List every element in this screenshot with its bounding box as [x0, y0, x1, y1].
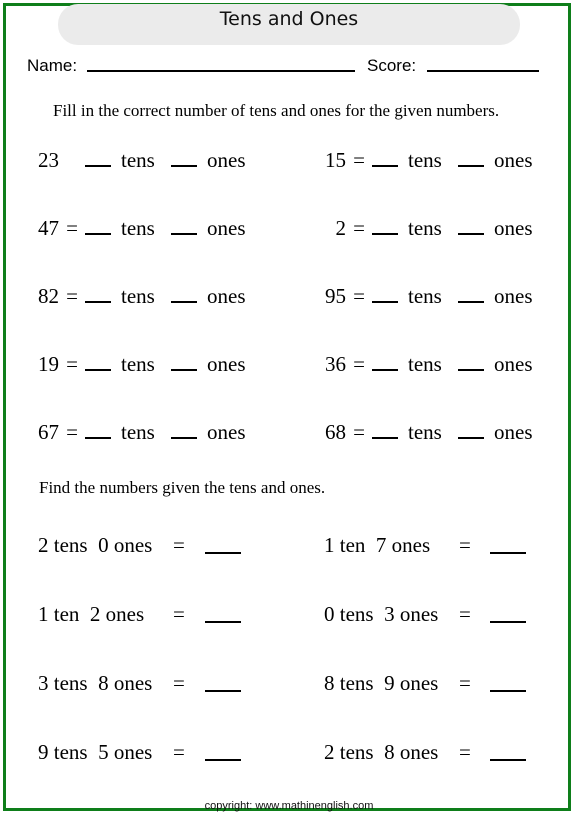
answer-blank[interactable] — [205, 690, 241, 692]
ones-blank[interactable] — [458, 231, 484, 235]
ones-blank[interactable] — [458, 435, 484, 439]
ones-word: ones — [494, 216, 533, 240]
tens-word: tens — [121, 420, 155, 444]
equals-sign: = — [353, 148, 365, 172]
problem-row-left-1 — [37, 148, 246, 173]
ones-blank[interactable] — [171, 231, 197, 235]
name-label: Name: — [27, 56, 78, 75]
ones-word: ones — [494, 148, 533, 172]
equals-sign: = — [459, 533, 471, 557]
problem-row-right-2 — [324, 216, 533, 241]
tens-blank[interactable] — [372, 231, 398, 235]
equals-sign: = — [353, 420, 365, 444]
tens-word: tens — [408, 284, 442, 308]
score-field[interactable] — [427, 70, 539, 72]
ones-word: ones — [494, 352, 533, 376]
answer-blank[interactable] — [490, 552, 526, 554]
problem-row-right-1 — [324, 148, 533, 173]
tens-ones-expression-left-2: 1 ten 2 ones — [38, 602, 145, 626]
problem-number: 2 — [335, 216, 346, 240]
tens-word: tens — [408, 352, 442, 376]
tens-blank[interactable] — [85, 163, 111, 167]
ones-word: ones — [207, 420, 246, 444]
tens-ones-expression-right-1: 1 ten 7 ones — [324, 533, 431, 557]
section1-instruction: Fill in the correct number of tens and ones for the given numbers. — [53, 101, 500, 120]
problem-number: 47 — [38, 216, 59, 240]
copyright-text: copyright: www.mathinenglish.com — [204, 800, 374, 812]
ones-word: ones — [207, 284, 246, 308]
section2-instruction: Find the numbers given the tens and ones. — [39, 478, 326, 497]
tens-word: tens — [121, 284, 155, 308]
tens-blank[interactable] — [85, 435, 111, 439]
equals-sign: = — [66, 284, 78, 308]
ones-blank[interactable] — [458, 299, 484, 303]
tens-word: tens — [408, 148, 442, 172]
problem-row-left-5 — [37, 420, 246, 445]
answer-blank[interactable] — [490, 759, 526, 761]
equals-sign: = — [173, 533, 185, 557]
problem-number: 68 — [325, 420, 346, 444]
tens-blank[interactable] — [85, 367, 111, 371]
problem-row-right-4 — [324, 352, 533, 377]
tens-blank[interactable] — [85, 299, 111, 303]
tens-word: tens — [121, 352, 155, 376]
problem-number: 19 — [38, 352, 59, 376]
equals-sign: = — [459, 671, 471, 695]
tens-word: tens — [408, 216, 442, 240]
problem-number: 23 — [38, 148, 59, 172]
ones-word: ones — [494, 420, 533, 444]
tens-word: tens — [121, 148, 155, 172]
ones-blank[interactable] — [171, 163, 197, 167]
tens-blank[interactable] — [372, 367, 398, 371]
equals-sign: = — [173, 740, 185, 764]
equals-sign: = — [459, 740, 471, 764]
answer-blank[interactable] — [205, 759, 241, 761]
ones-word: ones — [207, 352, 246, 376]
answer-blank[interactable] — [205, 621, 241, 623]
ones-blank[interactable] — [171, 435, 197, 439]
tens-ones-expression-right-3: 8 tens 9 ones — [324, 671, 439, 695]
answer-blank[interactable] — [490, 621, 526, 623]
tens-blank[interactable] — [372, 435, 398, 439]
equals-sign: = — [173, 671, 185, 695]
problem-row-left-2 — [37, 216, 246, 241]
ones-word: ones — [494, 284, 533, 308]
title-banner — [58, 4, 520, 45]
tens-ones-expression-right-2: 0 tens 3 ones — [324, 602, 439, 626]
equals-sign: = — [353, 216, 365, 240]
equals-sign: = — [66, 352, 78, 376]
ones-blank[interactable] — [171, 299, 197, 303]
tens-ones-expression-left-1: 2 tens 0 ones — [38, 533, 153, 557]
problem-row-right-5 — [324, 420, 533, 445]
ones-blank[interactable] — [458, 367, 484, 371]
problem-row-left-3 — [37, 284, 246, 309]
tens-blank[interactable] — [372, 163, 398, 167]
page-title: Tens and Ones — [219, 8, 359, 30]
equals-sign: = — [459, 602, 471, 626]
tens-word: tens — [408, 420, 442, 444]
problem-row-left-4 — [37, 352, 246, 377]
problem-number: 82 — [38, 284, 59, 308]
tens-ones-expression-left-4: 9 tens 5 ones — [38, 740, 153, 764]
ones-word: ones — [207, 148, 246, 172]
equals-sign: = — [66, 216, 78, 240]
tens-ones-expression-right-4: 2 tens 8 ones — [324, 740, 439, 764]
ones-word: ones — [207, 216, 246, 240]
score-label: Score: — [367, 56, 417, 75]
problem-number: 36 — [325, 352, 346, 376]
tens-blank[interactable] — [372, 299, 398, 303]
tens-word: tens — [121, 216, 155, 240]
problem-number: 15 — [325, 148, 346, 172]
answer-blank[interactable] — [205, 552, 241, 554]
problem-number: 67 — [38, 420, 59, 444]
equals-sign: = — [66, 420, 78, 444]
problem-number: 95 — [325, 284, 346, 308]
tens-ones-expression-left-3: 3 tens 8 ones — [38, 671, 153, 695]
answer-blank[interactable] — [490, 690, 526, 692]
tens-blank[interactable] — [85, 231, 111, 235]
problem-row-right-3 — [324, 284, 533, 309]
ones-blank[interactable] — [458, 163, 484, 167]
ones-blank[interactable] — [171, 367, 197, 371]
name-field[interactable] — [87, 70, 355, 72]
equals-sign: = — [173, 602, 185, 626]
equals-sign: = — [353, 284, 365, 308]
equals-sign: = — [353, 352, 365, 376]
